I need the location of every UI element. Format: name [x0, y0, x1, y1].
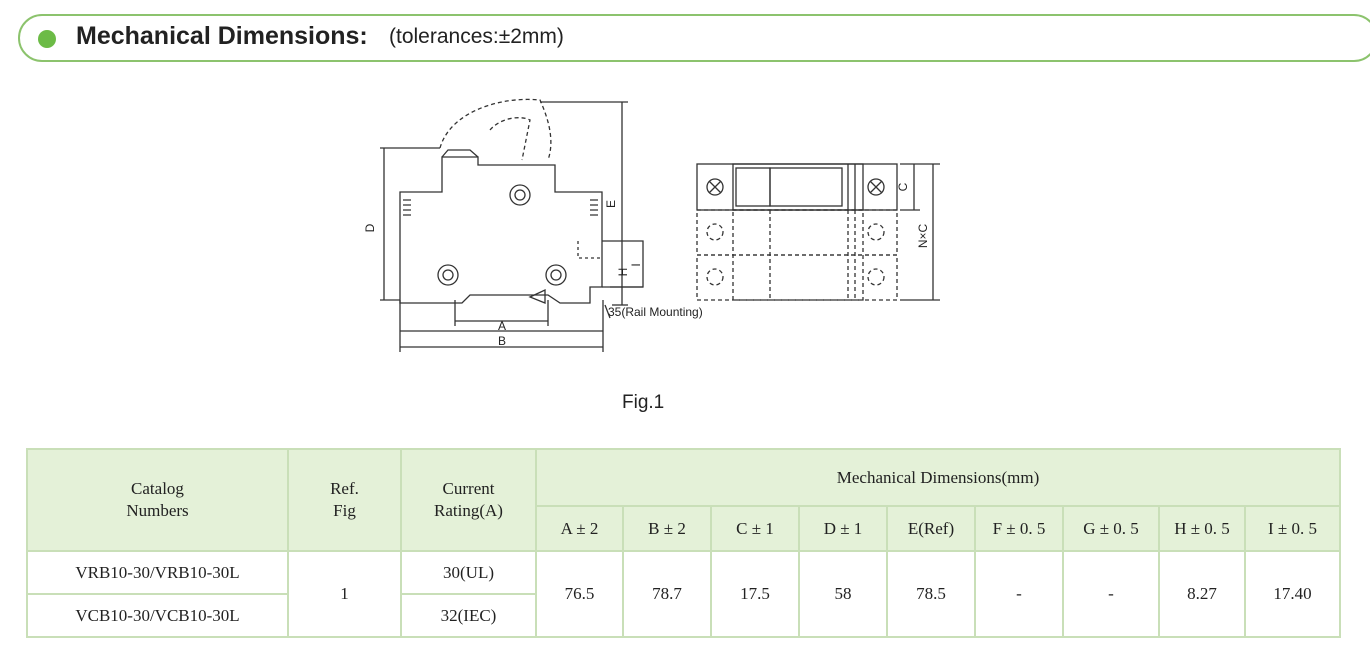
- label-rail: 35(Rail Mounting): [608, 305, 703, 319]
- dim-value: 17.40: [1245, 551, 1340, 637]
- dim-col-header: G ± 0. 5: [1063, 506, 1159, 551]
- dim-col-header: B ± 2: [623, 506, 711, 551]
- dim-col-header: H ± 0. 5: [1159, 506, 1245, 551]
- label-i: I: [629, 263, 643, 267]
- ref-fig-value: 1: [288, 551, 401, 637]
- dim-value: 76.5: [536, 551, 623, 637]
- spec-table: [26, 448, 1341, 638]
- label-a: A: [497, 319, 507, 333]
- label-c: C: [896, 182, 910, 192]
- dim-value: 8.27: [1159, 551, 1245, 637]
- dim-col-header: I ± 0. 5: [1245, 506, 1340, 551]
- dim-col-header: E(Ref): [887, 506, 975, 551]
- header-current-rating: Current Rating(A): [401, 449, 536, 551]
- table-row: [27, 551, 1340, 594]
- dim-value: 78.7: [623, 551, 711, 637]
- dim-col-header: F ± 0. 5: [975, 506, 1063, 551]
- dim-value: -: [1063, 551, 1159, 637]
- current-rating: 30(UL): [401, 551, 536, 594]
- label-d: D: [363, 223, 377, 233]
- dim-value: -: [975, 551, 1063, 637]
- current-rating: 32(IEC): [401, 594, 536, 637]
- dim-col-header: A ± 2: [536, 506, 623, 551]
- dim-col-header: D ± 1: [799, 506, 887, 551]
- label-b: B: [497, 334, 507, 348]
- dim-col-header: C ± 1: [711, 506, 799, 551]
- label-e: E: [604, 199, 618, 209]
- label-nxc: N×C: [916, 223, 930, 249]
- dim-value: 58: [799, 551, 887, 637]
- header-mech-dimensions: Mechanical Dimensions(mm): [536, 449, 1340, 506]
- dim-value: 78.5: [887, 551, 975, 637]
- dim-value: 17.5: [711, 551, 799, 637]
- section-subtitle: (tolerances:±2mm): [389, 25, 564, 48]
- header-catalog: Catalog Numbers: [27, 449, 288, 551]
- catalog-number: VRB10-30/VRB10-30L: [27, 551, 288, 594]
- section-title: Mechanical Dimensions:: [76, 22, 368, 50]
- label-h: H: [616, 267, 630, 277]
- header-ref-fig: Ref. Fig: [288, 449, 401, 551]
- figure-caption: Fig.1: [622, 392, 665, 413]
- catalog-number: VCB10-30/VCB10-30L: [27, 594, 288, 637]
